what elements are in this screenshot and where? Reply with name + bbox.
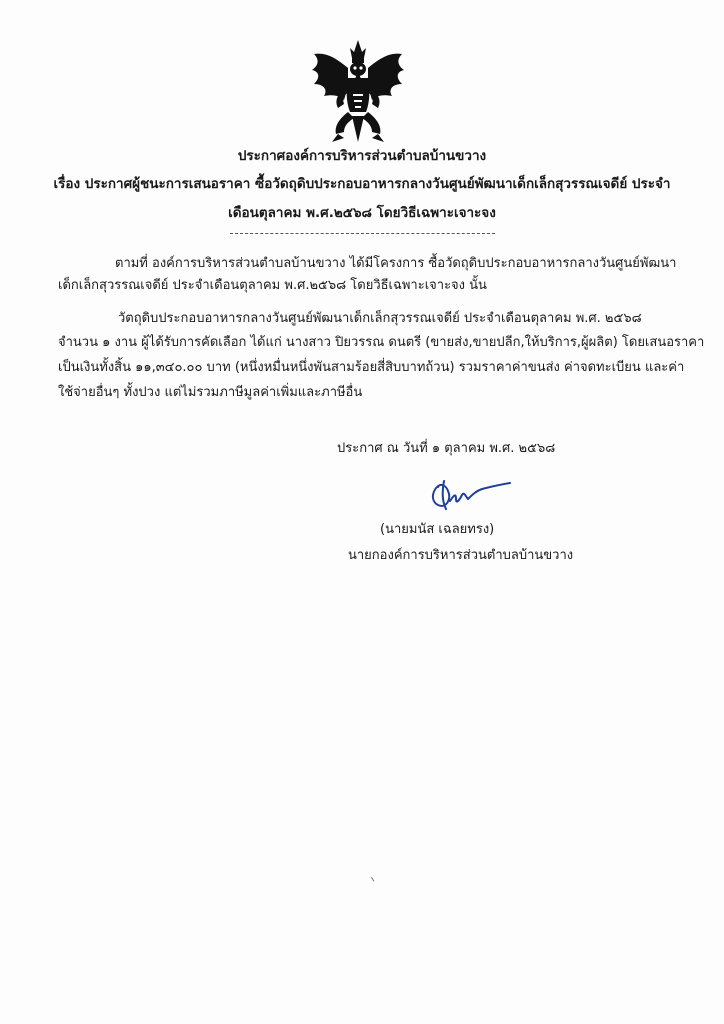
dashed-divider (230, 233, 495, 234)
paragraph-2-line-1: วัตถุดิบประกอบอาหารกลางวันศูนย์พัฒนาเด็กเล็กสุวรรณเจดีย์ ประจำเดือนตุลาคม พ.ศ. ๒๕๖๘ (118, 311, 642, 326)
paragraph-2-line-3: เป็นเงินทั้งสิ้น ๑๑,๓๔๐.๐๐ บาท (หนึ่งหมื่นหนึ่งพันสามร้อยสี่สิบบาทถ้วน) รวมราคาค่าขนส่ง ค่าจดทะเบียน และค่า (58, 360, 685, 375)
announcement-subject: เรื่อง ประกาศผู้ชนะการเสนอราคา ซื้อวัดถุดิบประกอบอาหารกลางวันศูนย์พัฒนาเด็กเล็กสุวรรณเจดีย์ ประจำ (53, 176, 671, 192)
announcement-subject-continued: เดือนตุลาคม พ.ศ.๒๕๖๘ โดยวิธีเฉพาะเจาะจง (228, 205, 496, 221)
scan-speck (371, 875, 377, 881)
paragraph-1-line-2: เด็กเล็กสุวรรณเจดีย์ ประจำเดือนตุลาคม พ.ศ.๒๕๖๘ โดยวิธีเฉพาะเจาะจง นั้น (58, 278, 487, 293)
garuda-emblem-icon (308, 38, 408, 146)
announcement-date: ประกาศ ณ วันที่ ๑ ตุลาคม พ.ศ. ๒๕๖๘ (337, 441, 556, 456)
announcement-title: ประกาศองค์การบริหารส่วนตำบลบ้านขวาง (237, 148, 487, 164)
paragraph-1-line-1: ตามที่ องค์การบริหารส่วนตำบลบ้านขวาง ได้มีโครงการ ซื้อวัดถุดิบประกอบอาหารกลางวันศูนย์พัฒนา (115, 256, 677, 271)
handwritten-signature (426, 477, 516, 513)
signer-title: นายกองค์การบริหารส่วนตำบลบ้านขวาง (348, 548, 574, 563)
paragraph-2-line-4: ใช้จ่ายอื่นๆ ทั้งปวง แต่ไม่รวมภาษีมูลค่าเพิ่มและภาษีอื่น (58, 385, 363, 400)
paragraph-2-line-2: จำนวน ๑ งาน ผู้ได้รับการคัดเลือก ได้แก่ นางสาว ปิยวรรณ ดนตรี (ขายส่ง,ขายปลีก,ให้บริการ,ผู้ผลิต) โดยเสนอราคา (58, 335, 705, 350)
signer-name: (นายมนัส เฉลยทรง) (380, 522, 495, 537)
